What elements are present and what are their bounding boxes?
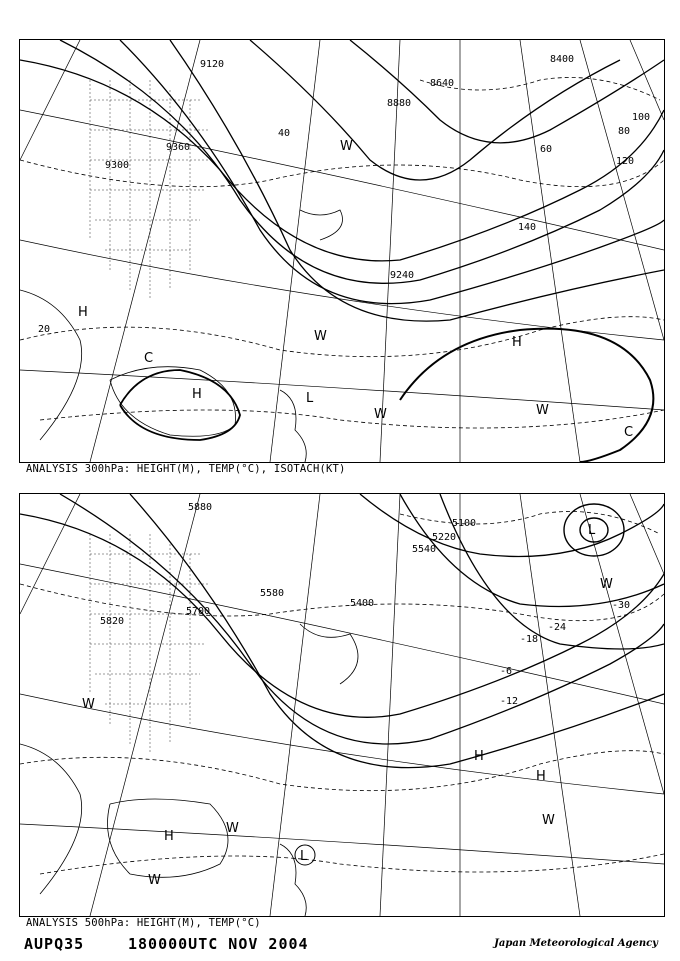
height-label: 5540 — [412, 544, 437, 555]
temperature-label: -18 — [520, 634, 539, 645]
height-label: 5100 — [452, 518, 477, 529]
height-contours — [20, 494, 664, 768]
graticule — [20, 494, 664, 916]
isotherms — [20, 512, 664, 875]
high-symbol: H — [78, 305, 88, 320]
terrain-hatch — [90, 80, 210, 300]
isotach-20 — [400, 329, 653, 462]
isotach-label: 80 — [618, 126, 631, 137]
warm-symbol: W — [340, 139, 353, 154]
isotach-label: 40 — [278, 128, 291, 139]
low-symbol: L — [300, 849, 308, 864]
temperature-labels — [500, 600, 630, 707]
map-500hpa-canvas — [20, 494, 664, 916]
height-label: 5220 — [432, 532, 457, 543]
coastline — [20, 210, 343, 462]
map-panel-300hpa — [19, 39, 665, 463]
closed-low-loop — [120, 370, 240, 440]
height-label: 5400 — [350, 598, 375, 609]
height-label: 5880 — [188, 502, 213, 513]
isotach-label: 20 — [38, 324, 51, 335]
valid-time: 180000UTC NOV 2004 — [128, 935, 309, 953]
height-label: 9120 — [200, 59, 225, 70]
height-label: 8880 — [387, 98, 412, 109]
high-symbol: H — [192, 387, 202, 402]
height-label: 9360 — [166, 142, 191, 153]
agency-name: Japan Meteorological Agency — [494, 938, 658, 949]
height-labels — [100, 502, 476, 627]
isotach-label: 140 — [518, 222, 537, 233]
warm-symbol: W — [542, 813, 555, 828]
panel-caption-500hpa: ANALYSIS 500hPa: HEIGHT(M), TEMP(°C) — [26, 917, 261, 929]
temperature-label: -6 — [500, 666, 513, 677]
panel-caption-300hpa: ANALYSIS 300hPa: HEIGHT(M), TEMP(°C), ISOTACH(KT) — [26, 463, 346, 475]
low-symbol: L — [306, 391, 314, 406]
cold-symbol: C — [624, 425, 634, 440]
height-label: 5580 — [260, 588, 285, 599]
height-label: 5820 — [100, 616, 125, 627]
warm-symbol: W — [314, 329, 327, 344]
isotach-label: 100 — [632, 112, 651, 123]
isotach-label: 60 — [540, 144, 553, 155]
high-symbol: H — [164, 829, 174, 844]
warm-symbol: W — [148, 873, 161, 888]
pressure-symbols — [82, 523, 613, 888]
coastline — [20, 624, 358, 916]
pressure-symbols — [78, 139, 633, 440]
height-label: 9240 — [390, 270, 415, 281]
height-label: 8640 — [430, 78, 455, 89]
isotach-label: 120 — [616, 156, 635, 167]
height-label: 9300 — [105, 160, 130, 171]
height-label: 5700 — [186, 606, 211, 617]
warm-symbol: W — [82, 697, 95, 712]
high-symbol: H — [512, 335, 522, 350]
high-symbol: H — [536, 769, 546, 784]
height-label: 8400 — [550, 54, 575, 65]
warm-symbol: W — [600, 577, 613, 592]
map-panel-500hpa — [19, 493, 665, 917]
warm-symbol: W — [536, 403, 549, 418]
map-300hpa-canvas — [20, 40, 664, 462]
temperature-label: -12 — [500, 696, 519, 707]
cold-symbol: C — [144, 351, 154, 366]
high-symbol: H — [474, 749, 484, 764]
warm-symbol: W — [226, 821, 239, 836]
chart-id: AUPQ35 — [24, 935, 85, 953]
graticule — [20, 40, 664, 462]
low-symbol: L — [588, 523, 596, 538]
temperature-label: -24 — [548, 622, 567, 633]
temperature-label: -30 — [612, 600, 631, 611]
warm-symbol: W — [374, 407, 387, 422]
